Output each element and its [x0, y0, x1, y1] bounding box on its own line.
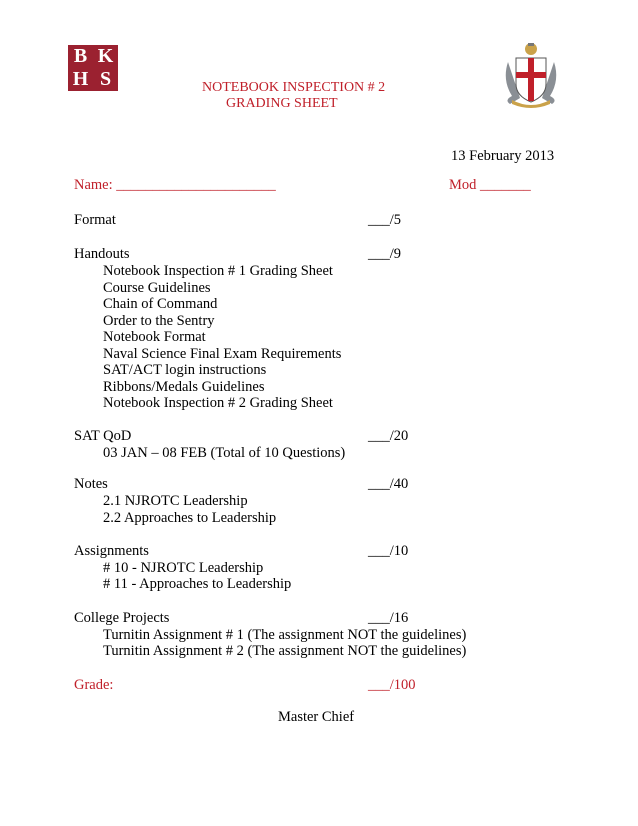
- section-sat-score: ___/20: [368, 428, 409, 444]
- list-item: 2.1 NJROTC Leadership: [103, 493, 248, 509]
- list-item: Notebook Format: [103, 329, 206, 345]
- logo-letter-h: H: [72, 68, 89, 90]
- list-item: Chain of Command: [103, 296, 218, 312]
- list-item: Notebook Inspection # 2 Grading Sheet: [103, 395, 333, 411]
- grade-score: ___/100: [368, 677, 416, 693]
- list-item: Ribbons/Medals Guidelines: [103, 378, 265, 395]
- section-format-score: ___/5: [368, 212, 402, 228]
- section-handouts-score: ___/9: [368, 246, 402, 262]
- list-item: 2.2 Approaches to Leadership: [103, 510, 277, 526]
- list-item: 03 JAN – 08 FEB (Total of 10 Questions): [103, 445, 346, 461]
- list-item: SAT/ACT login instructions: [103, 362, 267, 378]
- section-notes-score: ___/40: [368, 476, 409, 492]
- list-item: Course Guidelines: [103, 279, 211, 296]
- school-logo: [68, 45, 118, 91]
- logo-letter-s: S: [99, 68, 112, 90]
- grade-label: Grade:: [74, 677, 114, 693]
- list-item: Turnitin Assignment # 1 (The assignment NOT the guidelines): [103, 627, 467, 643]
- section-format-label: Format: [74, 212, 116, 228]
- section-assignments-score: ___/10: [368, 543, 409, 559]
- document-date: 13 February 2013: [451, 148, 555, 164]
- section-college-score: ___/16: [368, 610, 409, 626]
- name-field: Name: ______________________: [74, 177, 276, 193]
- section-handouts-label: Handouts: [74, 246, 130, 262]
- section-college-label: College Projects: [74, 610, 170, 626]
- page-title-line1: NOTEBOOK INSPECTION # 2: [202, 80, 386, 95]
- logo-letter-k: K: [97, 45, 114, 67]
- section-assignments-label: Assignments: [74, 543, 149, 559]
- list-item: Notebook Inspection # 1 Grading Sheet: [103, 263, 333, 279]
- mod-field: Mod _______: [449, 177, 531, 193]
- list-item: Naval Science Final Exam Requirements: [103, 345, 342, 362]
- section-notes-label: Notes: [74, 476, 108, 492]
- page-title-line2: GRADING SHEET: [226, 96, 338, 111]
- list-item: Order to the Sentry: [103, 312, 215, 329]
- njrotc-crest-icon: [500, 40, 562, 108]
- list-item: # 10 - NJROTC Leadership: [103, 560, 264, 576]
- section-sat-label: SAT QoD: [74, 428, 132, 444]
- list-item: Turnitin Assignment # 2 (The assignment NOT the guidelines): [103, 643, 467, 659]
- signature-line: Master Chief: [278, 709, 355, 725]
- logo-letter-b: B: [73, 45, 88, 67]
- list-item: # 11 - Approaches to Leadership: [103, 576, 292, 592]
